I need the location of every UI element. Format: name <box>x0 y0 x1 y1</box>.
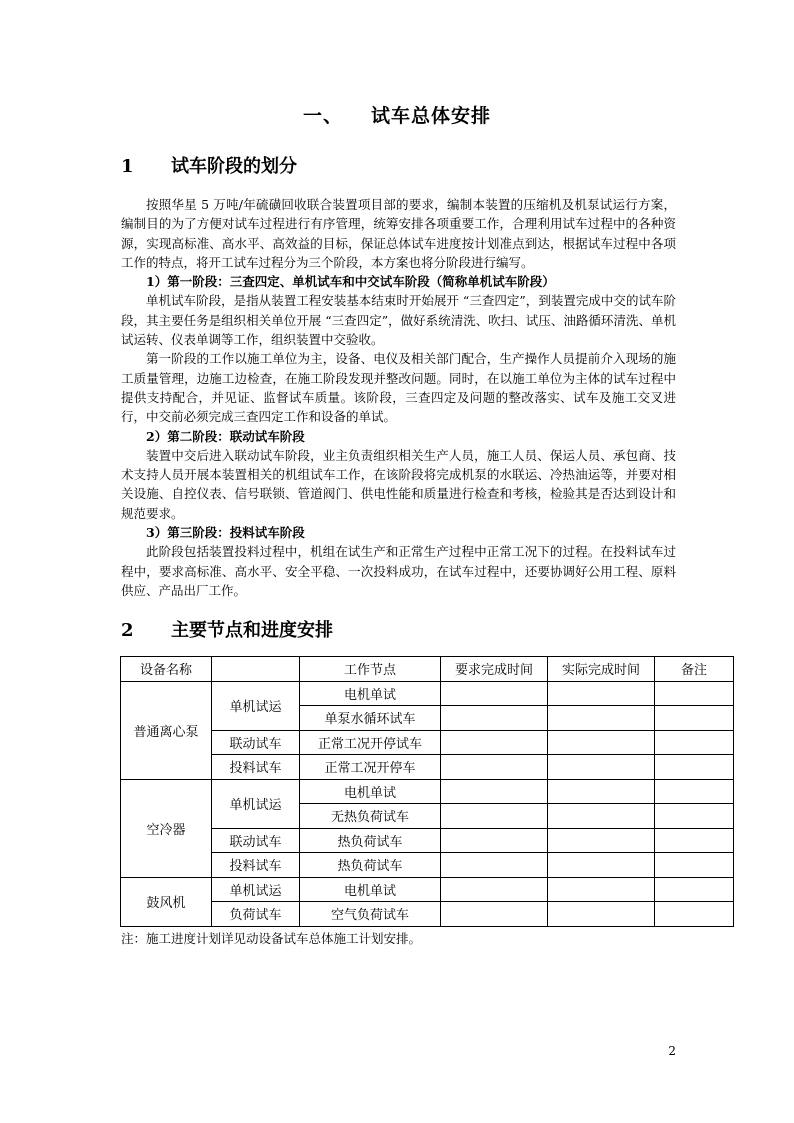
actual-time-cell[interactable] <box>548 877 655 902</box>
table-row <box>121 853 734 878</box>
stage-1-paragraph-1: 单机试车阶段，是指从装置工程安装基本结束时开始展开 “三查四定”，到装置完成中交的试车阶段，其主要任务是组织相关单位开展 “三查四定”，做好系统清洗、吹扫、试压、油路循环清洗、单机试运转、仪表单调等工作，组织装置中交验收。 <box>121 293 676 348</box>
page-title <box>0 101 794 128</box>
required-time-cell[interactable] <box>441 804 548 829</box>
actual-time-cell[interactable] <box>548 706 655 731</box>
phase-cell: 单机试运 <box>212 779 300 828</box>
required-time-cell[interactable] <box>441 706 548 731</box>
node-cell: 正常工况开停试车 <box>300 730 441 755</box>
phase-cell: 投料试车 <box>212 853 300 878</box>
actual-time-cell[interactable] <box>548 681 655 706</box>
equipment-cell: 空冷器 <box>121 779 212 877</box>
table-row <box>121 755 734 780</box>
node-cell: 单泵水循环试车 <box>300 706 441 731</box>
header-phase <box>212 657 300 682</box>
remarks-cell[interactable] <box>655 755 734 780</box>
remarks-cell[interactable] <box>655 730 734 755</box>
equipment-cell: 鼓风机 <box>121 877 212 926</box>
phase-cell: 单机试运 <box>212 877 300 902</box>
actual-time-cell[interactable] <box>548 755 655 780</box>
stage-1-title: 1）第一阶段：三查四定、单机试车和中交试车阶段（简称单机试车阶段） <box>146 274 555 290</box>
phase-cell: 联动试车 <box>212 828 300 853</box>
stage-2-paragraph: 装置中交后进入联动试车阶段，业主负责组织相关生产人员，施工人员、保运人员、承包商、技术支持人员开展本装置相关的机组试车工作，在该阶段将完成机泵的水联运、冷热油运等，并要对相关设施、自控仪表、信号联锁、管道阀门、供电性能和质量进行检查和考核，检验其是否达到设计和规范要求。 <box>121 447 676 521</box>
actual-time-cell[interactable] <box>548 853 655 878</box>
table-header-row <box>121 657 734 682</box>
section-1-heading <box>121 152 297 178</box>
required-time-cell[interactable] <box>441 902 548 927</box>
remarks-cell[interactable] <box>655 877 734 902</box>
phase-cell: 负荷试车 <box>212 902 300 927</box>
actual-time-cell[interactable] <box>548 828 655 853</box>
intro-paragraph: 按照华星 5 万吨/年硫磺回收联合装置项目部的要求，编制本装置的压缩机及机泵试运行方案，编制目的为了方便对试车过程进行有序管理，统筹安排各项重要工作，合理利用试车过程中的各种资源，实现高标准、高水平、高效益的目标，保证总体试车进度按计划准点到达，根据试车过程中各项工作的特点，将开工试车过程分为三个阶段，本方案也将分阶段进行编写。 <box>121 197 676 270</box>
actual-time-cell[interactable] <box>548 804 655 829</box>
title-text: 试车总体安排 <box>371 105 492 127</box>
node-cell: 电机单试 <box>300 681 441 706</box>
required-time-cell[interactable] <box>441 681 548 706</box>
equipment-cell: 普通离心泵 <box>121 681 212 779</box>
header-required-time: 要求完成时间 <box>441 657 548 682</box>
required-time-cell[interactable] <box>441 730 548 755</box>
table-row <box>121 828 734 853</box>
required-time-cell[interactable] <box>441 828 548 853</box>
table-row <box>121 902 734 927</box>
header-remarks: 备注 <box>655 657 734 682</box>
node-cell: 热负荷试车 <box>300 853 441 878</box>
table-row <box>121 877 734 902</box>
remarks-cell[interactable] <box>655 853 734 878</box>
actual-time-cell[interactable] <box>548 902 655 927</box>
node-cell: 空气负荷试车 <box>300 902 441 927</box>
required-time-cell[interactable] <box>441 853 548 878</box>
section-1-title: 试车阶段的划分 <box>171 156 297 177</box>
table-row <box>121 779 734 804</box>
node-cell: 电机单试 <box>300 877 441 902</box>
phase-cell: 单机试运 <box>212 681 300 730</box>
title-number: 一、 <box>302 105 343 127</box>
remarks-cell[interactable] <box>655 779 734 804</box>
page-number: 2 <box>668 1044 676 1058</box>
section-2-title: 主要节点和进度安排 <box>171 620 333 641</box>
section-2-number: 2 <box>121 620 134 641</box>
required-time-cell[interactable] <box>441 755 548 780</box>
table-row <box>121 681 734 706</box>
node-cell: 无热负荷试车 <box>300 804 441 829</box>
actual-time-cell[interactable] <box>548 779 655 804</box>
section-1-number: 1 <box>121 156 134 177</box>
node-cell: 电机单试 <box>300 779 441 804</box>
remarks-cell[interactable] <box>655 804 734 829</box>
remarks-cell[interactable] <box>655 706 734 731</box>
remarks-cell[interactable] <box>655 828 734 853</box>
stage-3-paragraph: 此阶段包括装置投料过程中，机组在试生产和正常生产过程中正常工况下的过程。在投料试车过程中，要求高标准、高水平、安全平稳、一次投料成功，在试车过程中，还要协调好公用工程、原料供应、产品出厂工作。 <box>121 544 676 598</box>
required-time-cell[interactable] <box>441 877 548 902</box>
section-2-heading <box>121 616 333 642</box>
node-cell: 正常工况开停车 <box>300 755 441 780</box>
remarks-cell[interactable] <box>655 681 734 706</box>
table-row <box>121 730 734 755</box>
required-time-cell[interactable] <box>441 779 548 804</box>
schedule-table <box>120 656 734 927</box>
section-1-body <box>121 195 676 600</box>
header-actual-time: 实际完成时间 <box>548 657 655 682</box>
header-equipment: 设备名称 <box>121 657 212 682</box>
phase-cell: 联动试车 <box>212 730 300 755</box>
node-cell: 热负荷试车 <box>300 828 441 853</box>
stage-1-paragraph-2: 第一阶段的工作以施工单位为主，设备、电仪及相关部门配合，生产操作人员提前介入现场的施工质量管理，边施工边检查，在施工阶段发现并整改问题。同时，在以施工单位为主体的试车过程中提供支持配合，并见证、监督试车质量。该阶段，三查四定及问题的整改落实、试车及施工交叉进行，中交前必须完成三查四定工作和设备的单试。 <box>121 351 676 425</box>
header-node: 工作节点 <box>300 657 441 682</box>
remarks-cell[interactable] <box>655 902 734 927</box>
table-note: 注：施工进度计划详见动设备试车总体施工计划安排。 <box>121 931 422 946</box>
stage-3-title: 3）第三阶段：投料试车阶段 <box>146 525 305 541</box>
actual-time-cell[interactable] <box>548 730 655 755</box>
stage-2-title: 2）第二阶段：联动试车阶段 <box>146 428 305 444</box>
phase-cell: 投料试车 <box>212 755 300 780</box>
